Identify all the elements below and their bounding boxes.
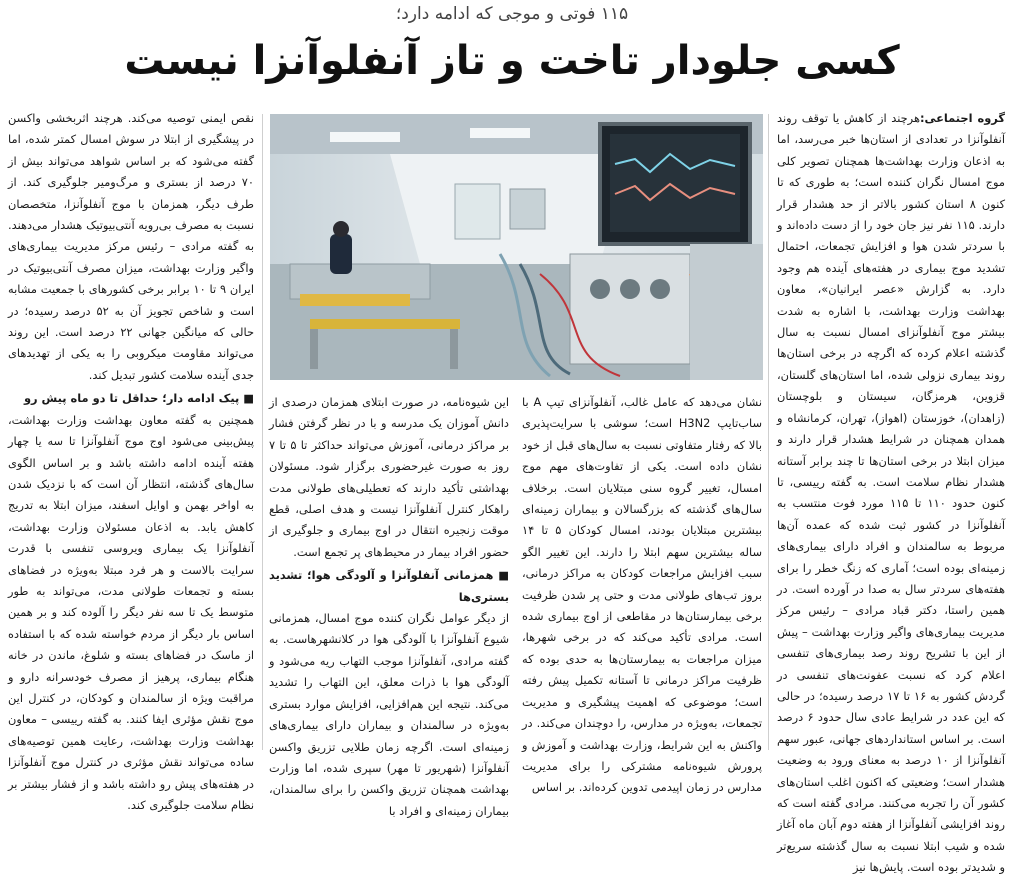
column-middle-right <box>522 392 763 795</box>
article-paragraph: گروه اجتماعی:هرچند از کاهش یا توقف روند آنفلوآنزا در تعدادی از استان‌ها خبر می‌رسد، اما به اذعان وزارت بهداشت‌ها همچنان تصویر کلی موج امسال نگران کننده است؛ به طوری که تا کنون ۸ استان کشور بالاتر از حد هشدار قرار دارند. ۱۱۵ نفر نیز جان خود را از دست داده‌اند و با سردتر شدن هوا و افزایش تجمعات، احتمال تشدید موج بیماری در هفته‌های آینده هم وجود دارد. به گزارش «عصر ایرانیان»، معاون بهداشت وزارت بهداشت، با اشاره به شدت بیشتر موج آنفلوآنزای امسال نسبت به سال گذشته اعلام کرده که اگرچه در برخی استان‌ها روند بیماری نزولی شده، اما استان‌های گلستان، قزوین، هرمزگان، سیستان و بلوچستان (زاهدان)، خوزستان (اهواز)، تهران، کرمانشاه و همدان همچنان در شرایط هشدار قرار دارند و میزان ابتلا در برخی استان‌ها تا چند برابر آستانه هشدار نظام سلامت است. به گفته رییسی، تا کنون حدود ۱۱۰ تا ۱۱۵ مورد فوت منتسب به آنفلوآنزا در کشور ثبت شده که عمده آن‌ها مربوط به سالمندان و افراد دارای بیماری‌های زمینه‌ای بوده است؛ آماری که زنگ خطر را برای هفته‌های سردتر سال به صدا در آورده است. در همین راستا، دکتر قباد مرادی – رئیس مرکز مدیریت بیماری‌های واگیر وزارت بهداشت – پیش از این با تشریح روند رصد بیماری‌های تنفسی اعلام کرد که نسبت عفونت‌های تنفسی در گردش کشور به ۱۶ تا ۱۷ درصد رسیده؛ در حالی که این عدد در شرایط عادی سال حدود ۶ درصد است. بر اساس استانداردهای جهانی، عبور سهم آنفلوآنزا از ۱۰ درصد به معنای ورود به وضعیت هشدار است؛ وضعیتی که اکنون اغلب استان‌های کشور آن را تجربه می‌کنند. مرادی گفته است که روند افزایشی آنفلوآنزا از هفته دوم آبان ماه آغاز شده و شیب ابتلا نسبت به سال گذشته سریع‌تر و شدیدتر بوده است. پایش‌ها نیز <box>777 111 1005 875</box>
article-paragraph: نقص ایمنی توصیه می‌کند. هرچند اثربخشی واکسن در پیشگیری از ابتلا در سوش امسال کمتر شده، اما گفته می‌شود که بر اساس شواهد می‌تواند بیش از ۷۰ درصد از بستری و مرگ‌ومیر جلوگیری کند. از طرف دیگر، همزمان با موج آنفلوآنزا، متخصصان نسبت به مصرف بی‌رویه آنتی‌بیوتیک هشدار می‌دهند. به گفته مرادی – رئیس مرکز مدیریت بیماری‌های واگیر وزارت بهداشت، میزان مصرف آنتی‌بیوتیک در ایران ۹ تا ۱۰ برابر برخی کشورهای با جمعیت مشابه است و شاخص تجویز آن به ۵۲ درصد رسیده؛ در حالی که میانگین جهانی ۲۲ درصد است. این روند می‌تواند مقاومت میکروبی را به یکی از تهدیدهای جدی آینده سلامت کشور تبدیل کند. <box>8 111 254 382</box>
kicker: ۱۱۵ فوتی و موجی که ادامه دارد؛ <box>395 4 629 24</box>
column-divider <box>768 114 769 750</box>
lead-label: گروه اجتماعی: <box>919 111 1005 125</box>
article-paragraph: این شیوه‌نامه، در صورت ابتلای همزمان درصدی از دانش آموزان یک مدرسه و با در نظر گرفتن فشار بر مراکز درمانی، آموزش می‌تواند حداکثر تا ۵ تا ۷ روز به صورت غیرحضوری برگزار شود. مسئولان بهداشتی تأکید دارند که تعطیلی‌های طولانی مدت راهکار کنترل آنفلوآنزا نیست و هدف اصلی، قطع موقت زنجیره انتقال در اوج بیماری و جلوگیری از حضور افراد بیمار در محیط‌های پر تجمع است. <box>269 395 509 559</box>
hospital-ward-illustration <box>270 114 763 380</box>
article-photo <box>270 114 763 380</box>
article-paragraph: همچنین به گفته معاون بهداشت وزارت بهداشت، پیش‌بینی می‌شود اوج موج آنفلوآنزا تا سه یا چهار هفته آینده ادامه داشته باشد و بر اساس الگوی سال‌های گذشته، انتظار آن است که با نزدیک شدن به اواخر بهمن و اوایل اسفند، میزان ابتلا به تدریج کاهش یابد. به اذعان مسئولان وزارت بهداشت، آنفلوآنزا یک بیماری ویروسی تنفسی با قدرت سرایت بالاست و هر فرد مبتلا به‌ویژه در فضاهای بسته و تجمعات طولانی مدت، می‌تواند به طور متوسط یک تا سه نفر دیگر را آلوده کند و بر همین اساس بار دیگر از مردم خواسته شده که با استفاده از ماسک در فضاهای بسته و شلوغ، ماندن در خانه هنگام بیماری، پرهیز از مصرف خودسرانه دارو و مراقبت ویژه از سالمندان و کودکان، در کنترل این موج نقش مؤثری ایفا کنند. به گفته رییسی – معاون بهداشت وزارت بهداشت، رعایت همین توصیه‌های ساده می‌تواند نقش مؤثری در کنترل موج آنفلوآنزا در هفته‌های پیش رو داشته باشد و از فشار بیشتر بر نظام سلامت جلوگیری کند. <box>8 412 254 812</box>
column-divider <box>262 114 263 750</box>
headline: کسی جلودار تاخت و تاز آنفلوآنزا نیست <box>124 38 900 84</box>
subheading: ■ همزمانی آنفلوآنزا و آلودگی هوا؛ تشدید بستری‌ها <box>269 568 509 604</box>
column-middle-left <box>269 392 509 818</box>
subheading: ■ پیک ادامه دار؛ حداقل تا دو ماه پیش رو <box>23 391 254 406</box>
column-left <box>8 108 254 812</box>
article-paragraph: از دیگر عوامل نگران کننده موج امسال، همزمانی شیوع آنفلوآنزا با آلودگی هوا در کلانشهرهاست. به گفته مرادی، آنفلوآنزا موجب التهاب ریه می‌شود و آلودگی هوا با ذرات معلق، این التهاب را تشدید می‌کند. نتیجه این هم‌افزایی، افزایش موارد بستری به‌ویژه در سالمندان و بیماران دارای بیماری‌های زمینه‌ای است. اگرچه زمان طلایی تزریق واکسن آنفلوآنزا (شهریور تا مهر) سپری شده، اما وزارت بهداشت همچنان تزریق واکسن را برای سالمندان، بیماران زمینه‌ای و افراد با <box>269 611 509 818</box>
article-paragraph: نشان می‌دهد که عامل غالب، آنفلوآنزای تیپ A با ساب‌تایپ H3N2 است؛ سوشی با سرایت‌پذیری بالا که رفتار متفاوتی نسبت به سال‌های قبل از خود نشان داده است. یکی از تفاوت‌های مهم موج امسال، تغییر گروه سنی مبتلایان است. برخلاف سال‌های گذشته که بزرگسالان و بیماران زمینه‌ای بیشترین مبتلایان بودند، امسال کودکان ۵ تا ۱۴ ساله بیشترین سهم ابتلا را دارند. این تغییر الگو سبب افزایش مراجعات کودکان به مراکز درمانی، بروز تب‌های طولانی مدت و حتی پر شدن ظرفیت برخی بیمارستان‌ها در مقاطعی از اوج بیماری شده است. مرادی تأکید می‌کند که در برخی شهرها، میزان مراجعات به بیمارستان‌ها به حدی بوده که ظرفیت مراکز درمانی تا آستانه تکمیل پیش رفته است؛ موضوعی که اهمیت پیشگیری و مدیریت تجمعات، به‌ویژه در مدارس، را دوچندان می‌کند. در واکنش به این شرایط، وزارت بهداشت و آموزش و پرورش شیوه‌نامه مشترکی را برای مدیریت مدارس در زمان اپیدمی تدوین کرده‌اند. بر اساس <box>522 395 763 795</box>
column-right <box>777 108 1005 875</box>
